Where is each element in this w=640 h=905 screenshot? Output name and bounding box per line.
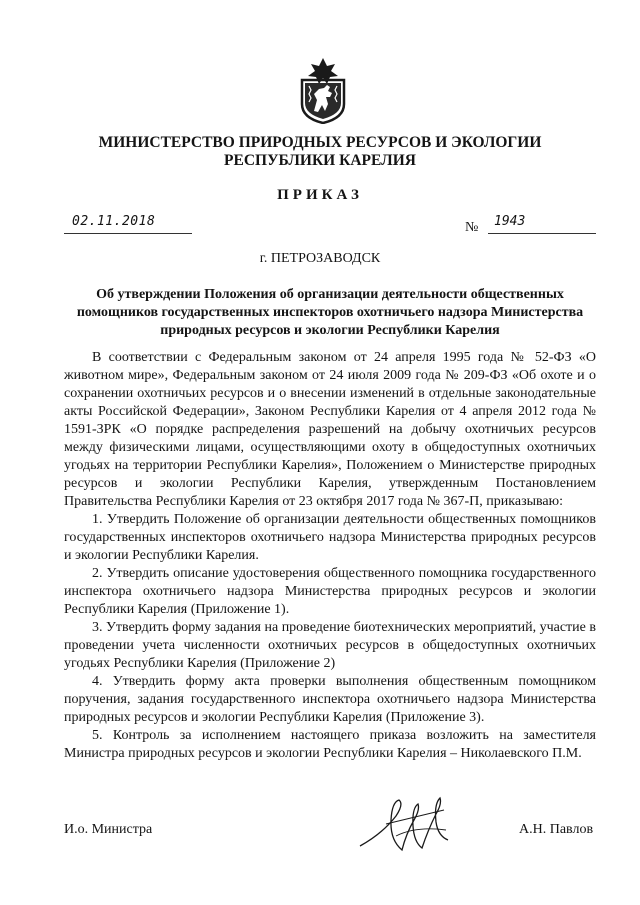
item-paragraph: 4. Утвердить форму акта проверки выполнения общественным помощником поручения, задания государственного инспектора охотничьего надзора Министерства природных ресурсов и экологии Республики Карелия (Приложение 3). xyxy=(64,674,596,725)
number-underline xyxy=(488,233,596,234)
order-heading: Об утверждении Положения об организации деятельности общественных помощников государственных инспекторов охотничьего надзора Министерства природных ресурсов и экологии Республики Карелия xyxy=(76,287,584,338)
item-paragraph: 2. Утвердить описание удостоверения общественного помощника государственного инспектора охотничьего надзора Министерства природных ресурсов и экологии Республики Карелия (Приложение 1). xyxy=(64,566,596,617)
handwritten-date: 02.11.2018 xyxy=(72,214,156,229)
item-paragraph: 3. Утвердить форму задания на проведение биотехнических мероприятий, участие в проведении учета численности охотничьих ресурсов в общедоступных охотничьих угодьях Республики Карелия (Приложение 2) xyxy=(64,620,596,671)
item-paragraph: 1. Утвердить Положение об организации деятельности общественных помощников государственных инспекторов охотничьего надзора Министерства природных ресурсов и экологии Республики Карелия. xyxy=(64,512,596,563)
item-paragraph: 5. Контроль за исполнением настоящего приказа возложить на заместителя Министра природных ресурсов и экологии Республики Карелия – Николаевского П.М. xyxy=(64,728,596,761)
ministry-title: МИНИСТЕРСТВО ПРИРОДНЫХ РЕСУРСОВ И ЭКОЛОГИИ РЕСПУБЛИКИ КАРЕЛИЯ xyxy=(98,134,542,169)
preamble-paragraph: В соответствии с Федеральным законом от 24 апреля 1995 года № 52-ФЗ «О животном мире», Федеральным законом от 24 июля 2009 года № 209-ФЗ «Об охоте и о сохранении охотничьих ресурсов и о внесении изменений в отдельные законодательные акты Российской Федерации», Законом Республики Карелия от 4 апреля 2012 года № 1591-ЗРК «О порядке распределения разрешений на добычу охотничьих ресурсов между физическими лицами, осуществляющими охоту в общедоступных охотничьих угодьях на территории Республики Карелия», Положением о Министерстве природных ресурсов и экологии Республики Карелия, утвержденным Постановлением Правительства Республики Карелия от 23 октября 2017 года № 367-П, приказываю: xyxy=(64,350,596,509)
order-body xyxy=(64,349,596,763)
coat-of-arms-icon xyxy=(297,56,349,124)
city-name: г. ПЕТРОЗАВОДСК xyxy=(259,251,381,266)
signatory-position: И.о. Министра xyxy=(64,822,153,837)
number-label: № xyxy=(465,220,479,235)
signature-icon xyxy=(356,790,452,854)
date-underline xyxy=(64,233,192,234)
handwritten-number: 1943 xyxy=(494,214,526,229)
document-type: ПРИКАЗ xyxy=(277,187,363,203)
signatory-name: А.Н. Павлов xyxy=(519,822,594,837)
